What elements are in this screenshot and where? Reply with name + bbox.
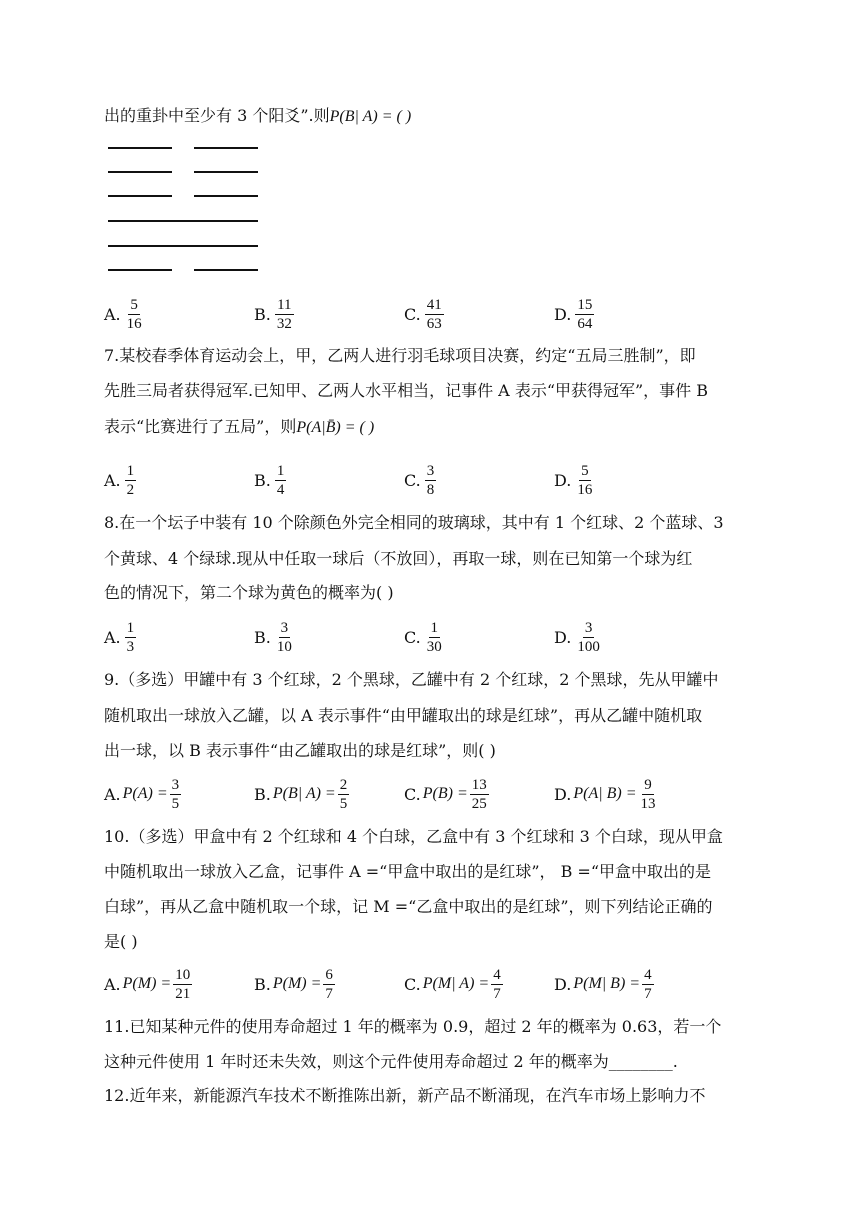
q8-options xyxy=(104,615,764,659)
q7-line-1: 7.某校春季体育运动会上，甲，乙两人进行羽毛球项目决赛，约定“五局三胜制”，即 xyxy=(104,346,696,365)
q8-option-b[interactable] xyxy=(254,615,296,659)
q7-option-d[interactable] xyxy=(554,458,596,502)
q6-option-d[interactable] xyxy=(554,292,596,336)
q6-stem-line xyxy=(104,106,411,127)
q6-stem-expression: P(B| A) = ( ) xyxy=(329,108,412,125)
q6-options xyxy=(104,292,764,336)
probability-expression: P(B| A) = xyxy=(272,785,336,802)
q9-line-2: 随机取出一球放入乙罐，以 A 表示事件“由甲罐取出的球是红球”，再从乙罐中随机取 xyxy=(104,706,703,725)
hexagram-line-5-yang xyxy=(108,245,258,247)
q6-option-b[interactable] xyxy=(254,292,296,336)
fraction xyxy=(425,462,437,499)
option-label: C. xyxy=(404,627,421,647)
fraction xyxy=(275,296,294,333)
option-label: D. xyxy=(554,784,572,804)
q10-line-1: 10.（多选）甲盒中有 2 个红球和 4 个白球，乙盒中有 3 个红球和 3 个白球，现从甲盒 xyxy=(104,827,723,846)
denominator: 5 xyxy=(171,795,180,812)
numerator: 5 xyxy=(581,462,589,479)
probability-expression: P(B) = xyxy=(422,785,468,802)
numerator: 11 xyxy=(277,296,292,313)
fraction xyxy=(338,776,350,813)
denominator: 7 xyxy=(493,985,501,1002)
q10-option-b[interactable] xyxy=(254,962,337,1006)
q12-line-1: 12.近年来，新能源汽车技术不断推陈出新，新产品不断涌现，在汽车市场上影响力不 xyxy=(104,1086,706,1105)
q6-option-c[interactable] xyxy=(404,292,446,336)
option-label: A. xyxy=(104,470,121,490)
denominator: 100 xyxy=(577,638,600,655)
fraction xyxy=(491,966,503,1003)
q9-line-1: 9.（多选）甲罐中有 3 个红球，2 个黑球，乙罐中有 2 个红球，2 个黑球，先从甲罐中 xyxy=(104,670,719,689)
option-label: A. xyxy=(104,627,121,647)
hexagram-line-3-yin-right xyxy=(194,195,258,197)
fraction xyxy=(575,619,602,656)
q9-option-b[interactable] xyxy=(254,772,351,816)
option-label: B. xyxy=(254,627,271,647)
fraction xyxy=(170,776,182,813)
denominator: 4 xyxy=(276,481,285,498)
q10-option-a[interactable] xyxy=(104,962,194,1006)
q7-line-3 xyxy=(104,417,374,438)
fraction xyxy=(425,619,444,656)
option-label: D. xyxy=(554,470,572,490)
hexagram-figure xyxy=(108,140,260,280)
fraction xyxy=(125,619,137,656)
option-label: A. xyxy=(104,304,121,324)
q7-options xyxy=(104,458,764,502)
numerator: 3 xyxy=(280,619,289,636)
denominator: 30 xyxy=(426,638,442,655)
hexagram-line-6-yin-right xyxy=(194,269,258,271)
q7-expression: P(A|B̄) = ( ) xyxy=(296,419,375,436)
numerator: 2 xyxy=(339,776,348,793)
probability-expression: P(A| B) = xyxy=(573,785,637,802)
denominator: 21 xyxy=(175,985,191,1002)
fraction xyxy=(323,966,335,1003)
q10-option-d[interactable] xyxy=(554,962,656,1006)
q11-line-2: 这种元件使用 1 年时还未失效，则这个元件使用寿命超过 2 年的概率为________. xyxy=(104,1052,678,1071)
option-label: B. xyxy=(254,784,271,804)
q10-line-2: 中随机取出一球放入乙盒，记事件 A =“甲盒中取出的是红球”， B =“甲盒中取出的是 xyxy=(104,862,712,881)
q9-option-a[interactable] xyxy=(104,772,183,816)
probability-expression: P(M| A) = xyxy=(422,975,490,992)
fraction xyxy=(275,462,287,499)
numerator: 41 xyxy=(426,296,442,313)
q8-option-a[interactable] xyxy=(104,615,138,659)
q7-option-a[interactable] xyxy=(104,458,138,502)
denominator: 64 xyxy=(577,315,593,332)
numerator: 3 xyxy=(426,462,435,479)
q9-option-d[interactable] xyxy=(554,772,660,816)
q9-option-c[interactable] xyxy=(404,772,491,816)
fraction xyxy=(173,966,192,1003)
denominator: 7 xyxy=(644,985,652,1002)
denominator: 3 xyxy=(126,638,135,655)
q8-option-d[interactable] xyxy=(554,615,604,659)
fraction xyxy=(470,776,489,813)
q10-option-c[interactable] xyxy=(404,962,505,1006)
q8-line-3: 色的情况下，第二个球为黄色的概率为( ) xyxy=(104,583,394,602)
denominator: 10 xyxy=(276,638,292,655)
hexagram-line-1-yin-right xyxy=(194,147,258,149)
denominator: 16 xyxy=(577,481,593,498)
q7-option-b[interactable] xyxy=(254,458,288,502)
numerator: 1 xyxy=(126,462,135,479)
probability-expression: P(M) = xyxy=(122,975,172,992)
q8-line-2: 个黄球、4 个绿球.现从中任取一球后（不放回），再取一球，则在已知第一个球为红 xyxy=(104,549,693,568)
hexagram-line-6-yin-left xyxy=(108,269,172,271)
numerator: 6 xyxy=(325,966,333,983)
q10-line-4: 是( ) xyxy=(104,932,138,951)
probability-expression: P(A) = xyxy=(122,785,168,802)
q10-line-3: 白球”，再从乙盒中随机取一个球，记 M =“乙盒中取出的是红球”，则下列结论正确的 xyxy=(104,897,713,916)
numerator: 5 xyxy=(130,296,138,313)
option-label: D. xyxy=(554,304,572,324)
option-label: C. xyxy=(404,304,421,324)
denominator: 2 xyxy=(126,481,135,498)
fraction xyxy=(425,296,444,333)
option-label: C. xyxy=(404,784,421,804)
hexagram-line-4-yang xyxy=(108,220,258,222)
numerator: 1 xyxy=(276,462,285,479)
option-label: B. xyxy=(254,974,271,994)
option-label: C. xyxy=(404,974,421,994)
option-label: D. xyxy=(554,974,572,994)
numerator: 3 xyxy=(584,619,593,636)
option-label: A. xyxy=(104,784,121,804)
denominator: 63 xyxy=(426,315,442,332)
denominator: 32 xyxy=(276,315,292,332)
numerator: 4 xyxy=(493,966,501,983)
denominator: 25 xyxy=(471,795,487,812)
fraction xyxy=(575,462,594,499)
fraction xyxy=(575,296,594,333)
probability-expression: P(M) = xyxy=(272,975,322,992)
numerator: 10 xyxy=(175,966,191,983)
numerator: 9 xyxy=(644,776,652,793)
numerator: 13 xyxy=(471,776,487,793)
fraction xyxy=(125,296,144,333)
q8-option-c[interactable] xyxy=(404,615,446,659)
q11-line-1: 11.已知某种元件的使用寿命超过 1 年的概率为 0.9，超过 2 年的概率为 0.63，若一个 xyxy=(104,1017,722,1036)
numerator: 1 xyxy=(430,619,439,636)
denominator: 13 xyxy=(640,795,656,812)
q10-options xyxy=(104,962,764,1006)
fraction xyxy=(642,966,654,1003)
q9-line-3: 出一球，以 B 表示事件“由乙罐取出的球是红球”，则( ) xyxy=(104,741,496,760)
probability-expression: P(M| B) = xyxy=(573,975,641,992)
denominator: 5 xyxy=(339,795,348,812)
numerator: 15 xyxy=(577,296,593,313)
q7-line-2: 先胜三局者获得冠军.已知甲、乙两人水平相当，记事件 A 表示“甲获得冠军”，事件 B xyxy=(104,381,709,400)
denominator: 8 xyxy=(426,481,435,498)
denominator: 16 xyxy=(126,315,142,332)
fraction xyxy=(275,619,294,656)
option-label: C. xyxy=(404,470,421,490)
option-label: B. xyxy=(254,304,271,324)
option-label: A. xyxy=(104,974,121,994)
hexagram-line-3-yin-left xyxy=(108,195,172,197)
q6-option-a[interactable] xyxy=(104,292,146,336)
hexagram-line-1-yin-left xyxy=(108,147,172,149)
numerator: 1 xyxy=(126,619,135,636)
option-label: D. xyxy=(554,627,572,647)
hexagram-line-2-yin-left xyxy=(108,171,172,173)
option-label: B. xyxy=(254,470,271,490)
q6-stem-text: 出的重卦中至少有 3 个阳爻”.则 xyxy=(104,106,330,125)
hexagram-line-2-yin-right xyxy=(194,171,258,173)
numerator: 3 xyxy=(171,776,180,793)
q7-line-3-text: 表示“比赛进行了五局”，则 xyxy=(104,417,297,436)
q7-option-c[interactable] xyxy=(404,458,438,502)
denominator: 7 xyxy=(325,985,333,1002)
q8-line-1: 8.在一个坛子中装有 10 个除颜色外完全相同的玻璃球，其中有 1 个红球、2 个蓝球、3 xyxy=(104,513,724,532)
fraction xyxy=(639,776,658,813)
numerator: 4 xyxy=(644,966,652,983)
fraction xyxy=(125,462,137,499)
q9-options xyxy=(104,772,764,816)
